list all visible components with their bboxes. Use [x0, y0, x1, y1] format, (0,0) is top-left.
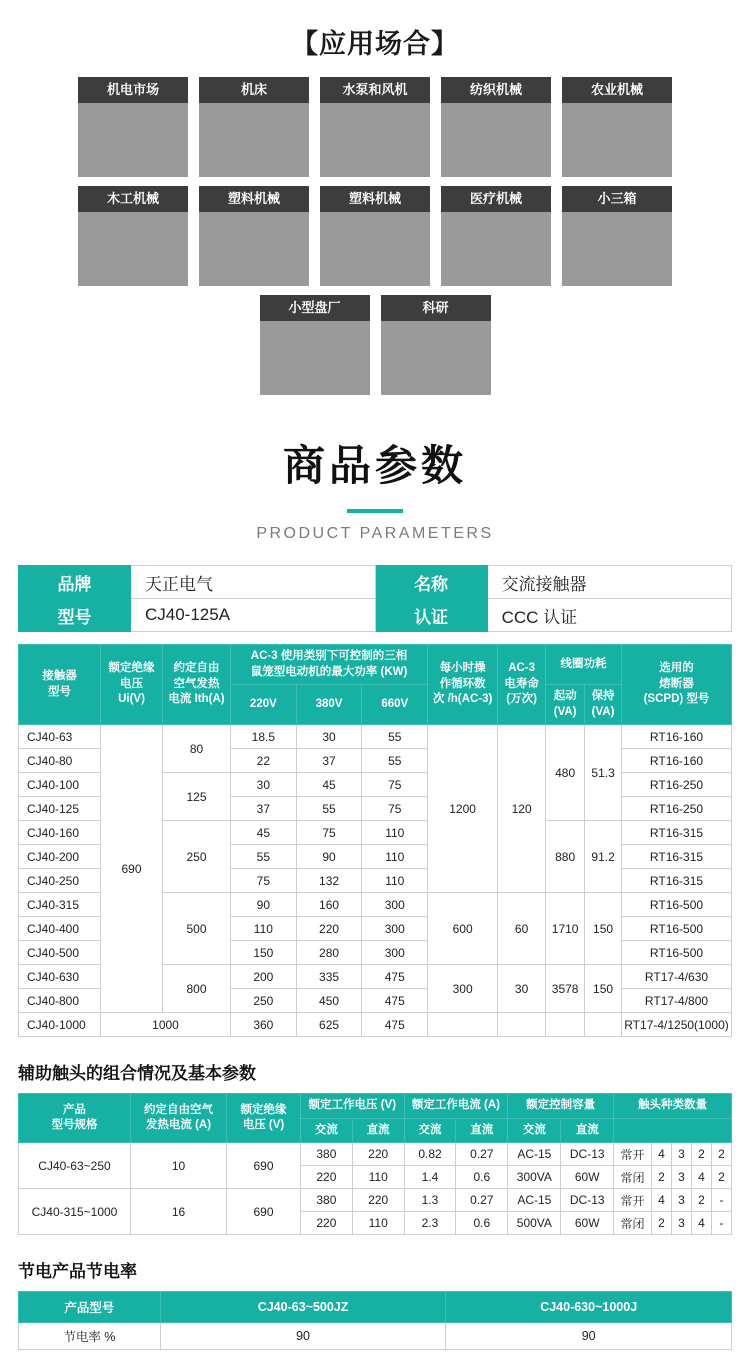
cell-contact-n1: 2 — [652, 1166, 672, 1189]
application-card — [441, 77, 551, 177]
application-label: 农业机械 — [562, 77, 672, 103]
cell-aux-ui: 690 — [227, 1189, 301, 1235]
cell-ith-800: 800 — [163, 965, 231, 1013]
cell-ue-ac: 380 — [301, 1189, 353, 1212]
auxiliary-contacts-table — [18, 1093, 732, 1235]
cell-saving-value-2: 90 — [446, 1323, 732, 1350]
cell-contact-n2: 3 — [672, 1212, 692, 1235]
cell-cap-dc: 60W — [561, 1212, 614, 1235]
cell-ie-dc: 0.6 — [456, 1166, 508, 1189]
cell-p660: 475 — [362, 965, 428, 989]
cell-p220: 200 — [231, 965, 297, 989]
cell-contact-n1: 4 — [652, 1189, 672, 1212]
header-cap-ac: 交流 — [508, 1118, 561, 1143]
info-value-model: CJ40-125A — [131, 599, 376, 632]
application-label: 小型盘厂 — [260, 295, 370, 321]
table-row — [19, 599, 732, 632]
header-coil-hold: 保持 (VA) — [585, 685, 622, 725]
application-label: 科研 — [381, 295, 491, 321]
cell-ue-dc: 110 — [352, 1166, 404, 1189]
header-contacts-blank — [614, 1118, 732, 1143]
application-label: 水泵和风机 — [320, 77, 430, 103]
cell-p220: 150 — [231, 941, 297, 965]
saving-section-title: 节电产品节电率 — [18, 1262, 137, 1282]
power-saving-table — [18, 1291, 732, 1350]
application-label: 纺织机械 — [441, 77, 551, 103]
info-value-cert: CCC 认证 — [487, 599, 731, 632]
cell-saving-label: 节电率 % — [19, 1323, 161, 1350]
cell-p380: 30 — [296, 725, 362, 749]
header-saving-product: 产品型号 — [19, 1292, 161, 1323]
application-card — [441, 186, 551, 286]
cell-p660: 75 — [362, 773, 428, 797]
table-header-row — [19, 1094, 732, 1119]
product-info-table — [18, 565, 732, 632]
cell-cap-dc: DC-13 — [561, 1143, 614, 1166]
cell-life-30: 30 — [498, 965, 546, 1013]
cell-p380: 37 — [296, 749, 362, 773]
header-contact-types: 触头种类数量 — [614, 1094, 732, 1119]
application-label: 机床 — [199, 77, 309, 103]
header-380v: 380V — [296, 685, 362, 725]
cell-ith-500: 500 — [163, 893, 231, 965]
header-ue-dc: 直流 — [352, 1118, 404, 1143]
cell-p220: 18.5 — [231, 725, 297, 749]
cell-start-3578: 3578 — [546, 965, 585, 1013]
applications-title: 【应用场合】 — [291, 29, 459, 59]
cell-contact-n3: 4 — [692, 1166, 712, 1189]
cell-cycles-300: 300 — [428, 965, 498, 1013]
header-coil-power-group: 线圈功耗 — [546, 645, 622, 685]
cell-fuse: RT16-500 — [622, 941, 732, 965]
cell-contact-n3: 2 — [692, 1143, 712, 1166]
cell-ith-250: 250 — [163, 821, 231, 893]
cell-ie-dc: 0.27 — [456, 1189, 508, 1212]
header-capacity-group: 额定控制容量 — [508, 1094, 614, 1119]
cell-model: CJ40-160 — [19, 821, 101, 845]
cell-p220: 55 — [231, 845, 297, 869]
cell-model: CJ40-100 — [19, 773, 101, 797]
application-card — [562, 186, 672, 286]
cell-fuse: RT17-4/630 — [622, 965, 732, 989]
header-saving-col2: CJ40-630~1000J — [446, 1292, 732, 1323]
cell-p220: 250 — [231, 989, 297, 1013]
cell-ie-dc: 0.6 — [456, 1212, 508, 1235]
cell-p380: 75 — [296, 821, 362, 845]
header-fuse: 选用的 熔断器 (SCPD) 型号 — [622, 645, 732, 725]
cell-model: CJ40-63 — [19, 725, 101, 749]
header-ue-ac: 交流 — [301, 1118, 353, 1143]
application-card — [199, 77, 309, 177]
cell-contact-n4: - — [712, 1189, 732, 1212]
cell-ie-ac: 2.3 — [404, 1212, 456, 1235]
cell-model: CJ40-500 — [19, 941, 101, 965]
info-key-model: 型号 — [19, 599, 131, 632]
cell-contact-n3: 2 — [692, 1189, 712, 1212]
cell-aux-ith: 10 — [131, 1143, 227, 1189]
cell-aux-ui: 690 — [227, 1143, 301, 1189]
header-cap-dc: 直流 — [561, 1118, 614, 1143]
cell-p220: 45 — [231, 821, 297, 845]
header-ith: 约定自由 空气发热 电流 Ith(A) — [163, 645, 231, 725]
cell-p660: 110 — [362, 869, 428, 893]
info-key-name: 名称 — [375, 566, 487, 599]
cell-p380: 220 — [296, 917, 362, 941]
application-card — [562, 77, 672, 177]
cell-ue-ac: 220 — [301, 1212, 353, 1235]
cell-cap-dc: DC-13 — [561, 1189, 614, 1212]
cell-cap-ac: 500VA — [508, 1212, 561, 1235]
table-header-row — [19, 1292, 732, 1323]
cell-cap-ac: AC-15 — [508, 1189, 561, 1212]
cell-fuse: RT17-4/800 — [622, 989, 732, 1013]
cell-p660: 300 — [362, 941, 428, 965]
cell-ue-ac: 380 — [301, 1143, 353, 1166]
cell-ie-ac: 0.82 — [404, 1143, 456, 1166]
table-row — [19, 1323, 732, 1350]
cell-p660: 475 — [362, 1013, 428, 1037]
application-label: 木工机械 — [78, 186, 188, 212]
cell-p660: 300 — [362, 917, 428, 941]
cell-cap-ac: 300VA — [508, 1166, 561, 1189]
cell-p220: 37 — [231, 797, 297, 821]
cell-p660: 300 — [362, 893, 428, 917]
table-row — [19, 725, 732, 749]
cell-contact-type: 常闭 — [614, 1166, 652, 1189]
application-label: 机电市场 — [78, 77, 188, 103]
cell-ue-dc: 110 — [352, 1212, 404, 1235]
cell-empty — [498, 1013, 546, 1037]
header-saving-col1: CJ40-63~500JZ — [160, 1292, 446, 1323]
cell-ue-dc: 220 — [352, 1143, 404, 1166]
cell-p380: 160 — [296, 893, 362, 917]
cell-cap-ac: AC-15 — [508, 1143, 561, 1166]
cell-model: CJ40-80 — [19, 749, 101, 773]
table-row — [19, 566, 732, 599]
header-ui: 额定绝缘 电压 Ui(V) — [101, 645, 163, 725]
header-ie-group: 额定工作电流 (A) — [404, 1094, 508, 1119]
page-subtitle: PRODUCT PARAMETERS — [256, 525, 494, 542]
header-ie-dc: 直流 — [456, 1118, 508, 1143]
cell-p220: 360 — [231, 1013, 297, 1037]
cell-p220: 30 — [231, 773, 297, 797]
cell-life-60: 60 — [498, 893, 546, 965]
cell-hold-150: 150 — [585, 893, 622, 965]
cell-contact-n1: 2 — [652, 1212, 672, 1235]
cell-ue-dc: 220 — [352, 1189, 404, 1212]
table-row — [19, 1013, 732, 1037]
cell-fuse: RT16-315 — [622, 845, 732, 869]
cell-empty — [546, 1013, 585, 1037]
cell-p660: 110 — [362, 845, 428, 869]
cell-hold-51: 51.3 — [585, 725, 622, 821]
cell-ie-ac: 1.4 — [404, 1166, 456, 1189]
cell-cap-dc: 60W — [561, 1166, 614, 1189]
cell-ith-125: 125 — [163, 773, 231, 821]
cell-cycles-600: 600 — [428, 893, 498, 965]
cell-aux-ith: 16 — [131, 1189, 227, 1235]
cell-contact-type: 常闭 — [614, 1212, 652, 1235]
cell-p380: 280 — [296, 941, 362, 965]
cell-contact-n3: 4 — [692, 1212, 712, 1235]
cell-contact-n2: 3 — [672, 1189, 692, 1212]
cell-p660: 55 — [362, 749, 428, 773]
cell-ue-ac: 220 — [301, 1166, 353, 1189]
header-coil-start: 起动 (VA) — [546, 685, 585, 725]
cell-fuse: RT16-160 — [622, 749, 732, 773]
cell-contact-n4: - — [712, 1212, 732, 1235]
cell-fuse: RT16-500 — [622, 917, 732, 941]
cell-cycles-1200: 1200 — [428, 725, 498, 893]
application-label: 塑料机械 — [320, 186, 430, 212]
cell-fuse: RT16-315 — [622, 869, 732, 893]
header-aux-ith: 约定自由空气 发热电流 (A) — [131, 1094, 227, 1143]
header-ue-group: 额定工作电压 (V) — [301, 1094, 405, 1119]
page-title: 商品参数 — [282, 442, 467, 489]
application-label: 塑料机械 — [199, 186, 309, 212]
cell-p660: 475 — [362, 989, 428, 1013]
cell-p380: 55 — [296, 797, 362, 821]
application-card — [78, 186, 188, 286]
cell-contact-n2: 3 — [672, 1166, 692, 1189]
header-cycles: 每小时操 作循环数 次 /h(AC-3) — [428, 645, 498, 725]
cell-p220: 22 — [231, 749, 297, 773]
aux-section-title: 辅助触头的组合情况及基本参数 — [18, 1064, 256, 1084]
cell-p660: 55 — [362, 725, 428, 749]
cell-model: CJ40-200 — [19, 845, 101, 869]
header-aux-ui: 额定绝缘 电压 (V) — [227, 1094, 301, 1143]
application-card — [320, 186, 430, 286]
title-divider — [347, 509, 403, 513]
header-ac3-power-group: AC-3 使用类别下可控制的三相 鼠笼型电动机的最大功率 (KW) — [231, 645, 428, 685]
cell-start-1710: 1710 — [546, 893, 585, 965]
cell-contact-n4: 2 — [712, 1143, 732, 1166]
cell-saving-value-1: 90 — [160, 1323, 446, 1350]
header-model: 接触器 型号 — [19, 645, 101, 725]
cell-aux-product: CJ40-315~1000 — [19, 1189, 131, 1235]
cell-fuse: RT16-160 — [622, 725, 732, 749]
cell-p380: 132 — [296, 869, 362, 893]
application-card — [320, 77, 430, 177]
cell-empty — [585, 1013, 622, 1037]
cell-fuse: RT16-315 — [622, 821, 732, 845]
cell-empty — [428, 1013, 498, 1037]
info-key-cert: 认证 — [375, 599, 487, 632]
cell-ie-ac: 1.3 — [404, 1189, 456, 1212]
application-card — [260, 295, 370, 395]
cell-p380: 625 — [296, 1013, 362, 1037]
cell-fuse: RT16-250 — [622, 773, 732, 797]
cell-start-480: 480 — [546, 725, 585, 821]
cell-p220: 75 — [231, 869, 297, 893]
cell-fuse: RT16-250 — [622, 797, 732, 821]
application-card — [381, 295, 491, 395]
application-label: 医疗机械 — [441, 186, 551, 212]
cell-ui-690: 690 — [101, 725, 163, 1013]
cell-p380: 335 — [296, 965, 362, 989]
cell-aux-product: CJ40-63~250 — [19, 1143, 131, 1189]
cell-p380: 45 — [296, 773, 362, 797]
cell-model: CJ40-125 — [19, 797, 101, 821]
cell-hold-150b: 150 — [585, 965, 622, 1013]
cell-p380: 450 — [296, 989, 362, 1013]
info-value-brand: 天正电气 — [131, 566, 376, 599]
cell-ith-80: 80 — [163, 725, 231, 773]
cell-ie-dc: 0.27 — [456, 1143, 508, 1166]
header-electrical-life: AC-3 电寿命 (万次) — [498, 645, 546, 725]
header-660v: 660V — [362, 685, 428, 725]
info-value-name: 交流接触器 — [487, 566, 731, 599]
cell-contact-type: 常开 — [614, 1189, 652, 1212]
info-key-brand: 品牌 — [19, 566, 131, 599]
cell-p660: 110 — [362, 821, 428, 845]
cell-fuse: RT17-4/1250(1000) — [622, 1013, 732, 1037]
table-header-row — [19, 645, 732, 685]
cell-p380: 90 — [296, 845, 362, 869]
cell-model: CJ40-630 — [19, 965, 101, 989]
cell-model: CJ40-1000 — [19, 1013, 101, 1037]
applications-gallery — [0, 77, 750, 395]
cell-start-880: 880 — [546, 821, 585, 893]
cell-life-120: 120 — [498, 725, 546, 893]
cell-contact-n4: 2 — [712, 1166, 732, 1189]
specification-table — [18, 644, 732, 1037]
table-row — [19, 1143, 732, 1166]
cell-p220: 110 — [231, 917, 297, 941]
header-220v: 220V — [231, 685, 297, 725]
application-card — [199, 186, 309, 286]
application-card — [78, 77, 188, 177]
cell-contact-type: 常开 — [614, 1143, 652, 1166]
header-ie-ac: 交流 — [404, 1118, 456, 1143]
cell-model: CJ40-800 — [19, 989, 101, 1013]
cell-contact-n2: 3 — [672, 1143, 692, 1166]
cell-model: CJ40-400 — [19, 917, 101, 941]
cell-ui-1000: 1000 — [101, 1013, 231, 1037]
application-label: 小三箱 — [562, 186, 672, 212]
cell-model: CJ40-315 — [19, 893, 101, 917]
header-product: 产品 型号规格 — [19, 1094, 131, 1143]
cell-fuse: RT16-500 — [622, 893, 732, 917]
table-row — [19, 1189, 732, 1212]
cell-hold-91: 91.2 — [585, 821, 622, 893]
cell-contact-n1: 4 — [652, 1143, 672, 1166]
cell-p660: 75 — [362, 797, 428, 821]
cell-p220: 90 — [231, 893, 297, 917]
cell-model: CJ40-250 — [19, 869, 101, 893]
